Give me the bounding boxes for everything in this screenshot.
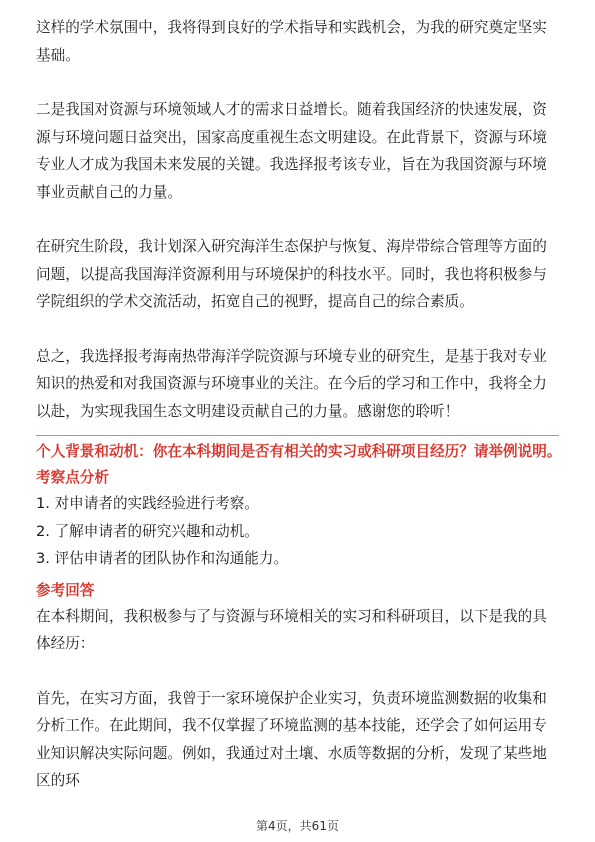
answer-paragraph-1: 在本科期间，我积极参与了与资源与环境相关的实习和科研项目，以下是我的具体经历：: [36, 607, 547, 652]
analysis-item: 1. 对申请者的实践经验进行考察。: [36, 495, 259, 512]
analysis-item: 2. 了解申请者的研究兴趣和动机。: [36, 522, 259, 540]
paragraph-1: 这样的学术氛围中，我将得到良好的学术指导和实践机会，为我的研究奠定坚实基础。: [36, 19, 547, 64]
analysis-heading: 考察点分析: [36, 469, 109, 486]
paragraph-2: 二是我国对资源与环境领域人才的需求日益增长。随着我国经济的快速发展，资源与环境问题日益突出，国家高度重视生态文明建设。在此背景下，资源与环境专业人才成为我国未来发展的关键。我选择报考该专业，旨在为我国资源与环境事业贡献自己的力量。: [36, 101, 547, 201]
question-heading: 个人背景和动机：你在本科期间是否有相关的实习或科研项目经历？请举例说明。: [36, 443, 562, 460]
paragraph-4: 总之，我选择报考海南热带海洋学院资源与环境专业的研究生，是基于我对专业知识的热爱和对我国资源与环境事业的关注。在今后的学习和工作中，我将全力以赴，为实现我国生态文明建设贡献自己的力量。感谢您的聆听！: [36, 347, 547, 420]
answer-paragraph-2: 首先，在实习方面，我曾于一家环境保护企业实习，负责环境监测数据的收集和分析工作。在此期间，我不仅掌握了环境监测的基本技能，还学会了如何运用专业知识解决实际问题。例如，我通过对土壤、水质等数据的分析，发现了某些地区的环: [36, 689, 547, 789]
paragraph-3: 在研究生阶段，我计划深入研究海洋生态保护与恢复、海岸带综合管理等方面的问题，以提高我国海洋资源利用与环境保护的科技水平。同时，我也将积极参与学院组织的学术交流活动，拓宽自己的视野，提高自己的综合素质。: [36, 238, 547, 310]
section-divider: [36, 435, 559, 436]
page-footer: 第4页，共61页: [256, 819, 339, 833]
analysis-item: 3. 评估申请者的团队协作和沟通能力。: [36, 550, 289, 567]
document-body: [36, 14, 562, 795]
answer-heading: 参考回答: [36, 581, 95, 599]
